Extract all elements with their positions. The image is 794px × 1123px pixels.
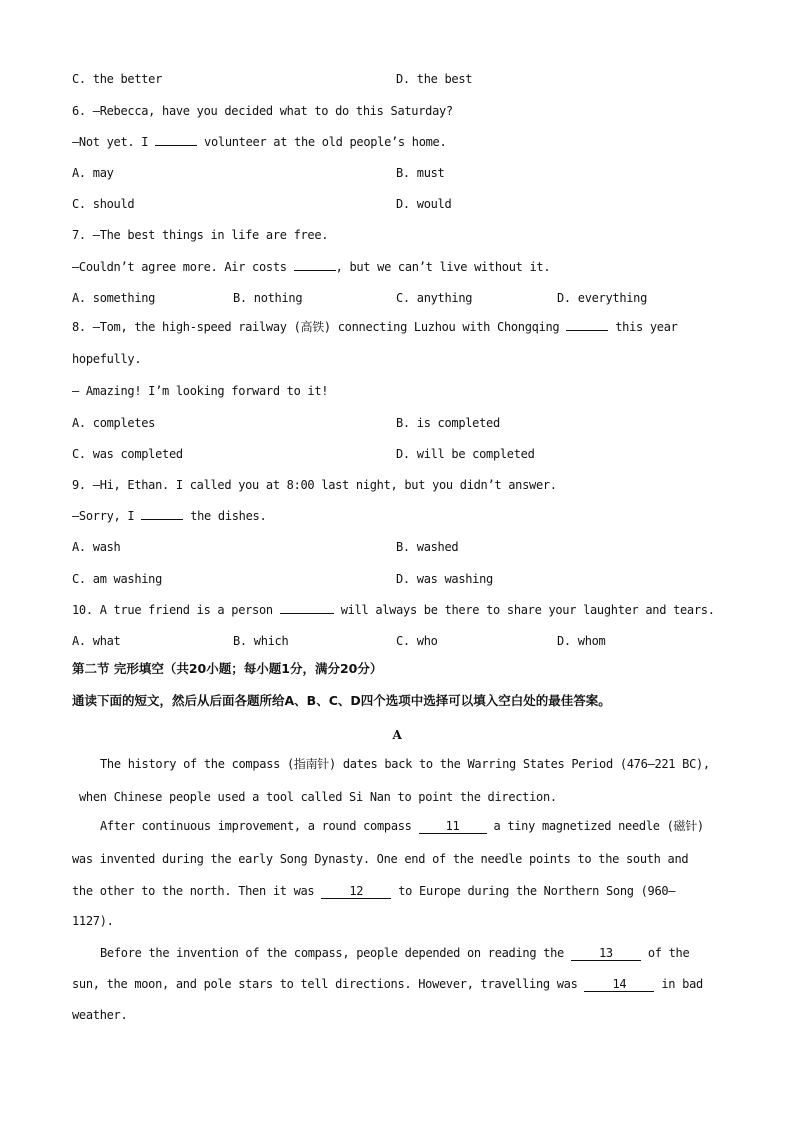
q6-reply — [72, 134, 446, 150]
passage-p3-line1 — [100, 945, 689, 961]
blank-14: 14 — [584, 977, 654, 992]
passage-p3-line2-pre: sun, the moon, and pole stars to tell directions. However, travelling was — [72, 977, 578, 991]
q6-reply-pre: —Not yet. I — [72, 135, 149, 149]
passage-p2-line3-post: to Europe during the Northern Song (960— — [398, 884, 676, 898]
q7-reply-pre: —Couldn’t agree more. Air costs — [72, 260, 287, 274]
passage-p2-line1-pre: After continuous improvement, a round compass — [100, 819, 412, 833]
q6-stem: 6. —Rebecca, have you decided what to do this Saturday? — [72, 104, 453, 118]
q6-reply-post: volunteer at the old people’s home. — [204, 135, 447, 149]
passage-p2-line2: was invented during the early Song Dynasty. One end of the needle points to the south and — [72, 852, 689, 866]
q6-blank — [155, 134, 197, 146]
q7-option-d: D. everything — [557, 291, 648, 305]
q7-reply-post: , but we can’t live without it. — [335, 260, 551, 274]
passage-p3-line2 — [72, 976, 703, 992]
passage-p3-line1-post: of the — [647, 946, 690, 960]
section2-instruction: 通读下面的短文，然后从后面各题所给A、B、C、D四个选项中选择可以填入空白处的最佳答案。 — [72, 693, 611, 708]
q9-reply-pre: —Sorry, I — [72, 509, 135, 523]
q6-option-c: C. should — [72, 197, 135, 211]
passage-p3-line3: weather. — [72, 1008, 128, 1022]
q7-stem: 7. —The best things in life are free. — [72, 228, 329, 242]
q7-reply — [72, 259, 550, 275]
q5-option-c: C. the better — [72, 72, 163, 86]
blank-12: 12 — [321, 884, 391, 899]
passage-p2-line1 — [100, 818, 704, 834]
q8-stem-cont: hopefully. — [72, 352, 142, 366]
passage-p1-line2: when Chinese people used a tool called Si Nan to point the direction. — [79, 790, 557, 804]
q10-stem-post: will always be there to share your laughter and tears. — [340, 603, 715, 617]
passage-p2-line4: 1127). — [72, 914, 114, 928]
q9-reply — [72, 508, 266, 524]
q10-stem — [72, 602, 715, 618]
q10-option-c: C. who — [396, 634, 438, 648]
section2-title: 第二节 完形填空（共20小题；每小题1分，满分20分） — [72, 661, 383, 676]
q8-stem-pre: 8. —Tom, the high-speed railway (高铁) connecting Luzhou with Chongqing — [72, 320, 560, 334]
q10-option-d: D. whom — [557, 634, 606, 648]
q6-option-d: D. would — [396, 197, 452, 211]
blank-11: 11 — [419, 819, 487, 834]
q10-blank — [280, 602, 334, 614]
q6-option-a: A. may — [72, 166, 114, 180]
q7-option-b: B. nothing — [233, 291, 303, 305]
passage-p1-line1: The history of the compass (指南针) dates back to the Warring States Period (476—221 BC), — [100, 757, 710, 771]
q10-option-b: B. which — [233, 634, 289, 648]
q9-blank — [141, 508, 183, 520]
q8-option-a: A. completes — [72, 416, 156, 430]
q8-stem-post: this year — [615, 320, 678, 334]
q8-reply: — Amazing! I’m looking forward to it! — [72, 384, 329, 398]
passage-p2-line3-pre: the other to the north. Then it was — [72, 884, 315, 898]
q5-option-d: D. the best — [396, 72, 473, 86]
passage-p2-line3 — [72, 883, 675, 899]
passage-p2-line1-post: a tiny magnetized needle (磁针) — [493, 819, 704, 833]
q8-option-b: B. is completed — [396, 416, 500, 430]
q9-stem: 9. —Hi, Ethan. I called you at 8:00 last night, but you didn’t answer. — [72, 478, 557, 492]
passage-label: A — [392, 728, 402, 742]
q9-option-b: B. washed — [396, 540, 459, 554]
q9-option-c: C. am washing — [72, 572, 163, 586]
q9-option-a: A. wash — [72, 540, 121, 554]
q8-option-d: D. will be completed — [396, 447, 535, 461]
q10-stem-pre: 10. A true friend is a person — [72, 603, 273, 617]
passage-p3-line1-pre: Before the invention of the compass, people depended on reading the — [100, 946, 564, 960]
passage-p3-line2-post: in bad — [661, 977, 703, 991]
q6-option-b: B. must — [396, 166, 445, 180]
blank-13: 13 — [571, 946, 641, 961]
q8-blank — [566, 319, 608, 331]
q9-reply-post: the dishes. — [190, 509, 267, 523]
q8-option-c: C. was completed — [72, 447, 183, 461]
q7-blank — [294, 259, 336, 271]
q8-stem — [72, 319, 678, 335]
q10-option-a: A. what — [72, 634, 121, 648]
q7-option-a: A. something — [72, 291, 156, 305]
q7-option-c: C. anything — [396, 291, 473, 305]
q9-option-d: D. was washing — [396, 572, 493, 586]
